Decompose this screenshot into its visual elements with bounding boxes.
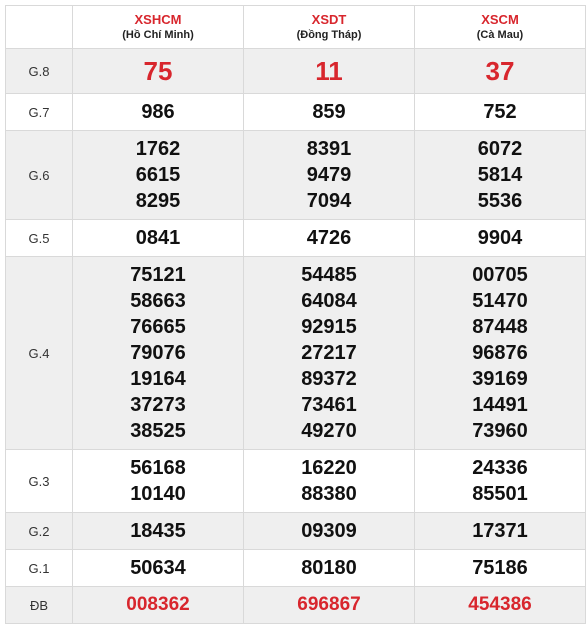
result-number: 50634 [130,557,186,579]
result-cell [73,513,244,550]
result-number: 24336 [472,457,528,479]
result-cell [415,513,586,550]
result-number: 11 [315,56,343,86]
result-number: 87448 [472,316,528,338]
result-cell [415,450,586,513]
result-number: 37 [485,56,515,86]
result-number: 79076 [130,342,186,364]
result-number: 54485 [301,264,357,286]
result-cell [415,94,586,131]
header-row [6,6,586,49]
result-number: 58663 [130,290,186,312]
result-number: 09309 [301,520,357,542]
result-cell [73,94,244,131]
prize-label: G.2 [6,513,73,550]
result-number: 73461 [301,394,357,416]
province-header-cm[interactable] [415,6,586,49]
result-number: 1762 [135,138,181,160]
prize-label: ĐB [6,587,73,624]
result-cell [244,513,415,550]
prize-label: G.6 [6,131,73,220]
result-number: 92915 [301,316,357,338]
result-cell [244,49,415,94]
result-cell [415,49,586,94]
result-cell [73,220,244,257]
result-cell [73,49,244,94]
result-number: 9904 [477,227,523,249]
prize-row-g6 [6,131,586,220]
result-number: 96876 [472,342,528,364]
result-cell [73,257,244,450]
special-prize-number: 008362 [126,594,190,615]
special-prize-number: 454386 [468,594,532,615]
result-number: 9479 [306,164,352,186]
result-cell [73,550,244,587]
result-number: 14491 [472,394,528,416]
province-code[interactable]: XSHCM [134,12,182,27]
result-number: 7094 [306,190,352,212]
lottery-results-table [5,5,586,624]
result-cell [244,450,415,513]
result-cell [415,257,586,450]
result-cell [415,550,586,587]
result-number: 5536 [477,190,523,212]
result-number: 75 [143,56,173,86]
prize-label: G.5 [6,220,73,257]
prize-label: G.3 [6,450,73,513]
province-code[interactable]: XSDT [311,12,347,27]
result-cell [244,587,415,624]
result-number: 27217 [301,342,357,364]
prize-row-g4 [6,257,586,450]
prize-label: G.7 [6,94,73,131]
result-cell [244,257,415,450]
result-number: 75121 [130,264,186,286]
result-number: 16220 [301,457,357,479]
result-number: 0841 [135,227,181,249]
prize-label: G.4 [6,257,73,450]
prize-label: G.8 [6,49,73,94]
result-number: 17371 [472,520,528,542]
header-empty-cell [6,6,73,49]
result-number: 18435 [130,520,186,542]
result-number: 10140 [130,483,186,505]
result-cell [415,587,586,624]
result-number: 89372 [301,368,357,390]
result-number: 6615 [135,164,181,186]
result-number: 73960 [472,420,528,442]
result-cell [73,587,244,624]
province-name: (Hồ Chí Minh) [122,29,194,41]
result-number: 76665 [130,316,186,338]
prize-row-g3 [6,450,586,513]
province-header-hcm[interactable] [73,6,244,49]
result-cell [244,94,415,131]
result-number: 49270 [301,420,357,442]
result-number: 8391 [306,138,352,160]
result-number: 56168 [130,457,186,479]
result-number: 5814 [477,164,523,186]
result-cell [415,131,586,220]
prize-row-g7 [6,94,586,131]
result-number: 88380 [301,483,357,505]
result-number: 39169 [472,368,528,390]
prize-row-g2 [6,513,586,550]
prize-row-g1 [6,550,586,587]
result-number: 80180 [301,557,357,579]
result-number: 64084 [301,290,357,312]
result-number: 75186 [472,557,528,579]
result-cell [73,450,244,513]
result-number: 752 [483,101,517,123]
result-number: 986 [141,101,175,123]
result-number: 00705 [472,264,528,286]
result-number: 8295 [135,190,181,212]
result-cell [244,131,415,220]
result-number: 51470 [472,290,528,312]
province-header-dt[interactable] [244,6,415,49]
prize-row-g8 [6,49,586,94]
province-name: (Đồng Tháp) [296,29,362,41]
result-number: 37273 [130,394,186,416]
special-prize-number: 696867 [297,594,361,615]
province-code[interactable]: XSCM [481,12,519,27]
result-cell [244,550,415,587]
result-number: 859 [312,101,346,123]
result-number: 6072 [477,138,523,160]
result-number: 85501 [472,483,528,505]
prize-row-g5 [6,220,586,257]
result-number: 4726 [306,227,352,249]
result-number: 38525 [130,420,186,442]
prize-label: G.1 [6,550,73,587]
result-number: 19164 [130,368,186,390]
province-name: (Cà Mau) [476,29,524,41]
result-cell [73,131,244,220]
result-cell [244,220,415,257]
prize-row-special [6,587,586,624]
result-cell [415,220,586,257]
